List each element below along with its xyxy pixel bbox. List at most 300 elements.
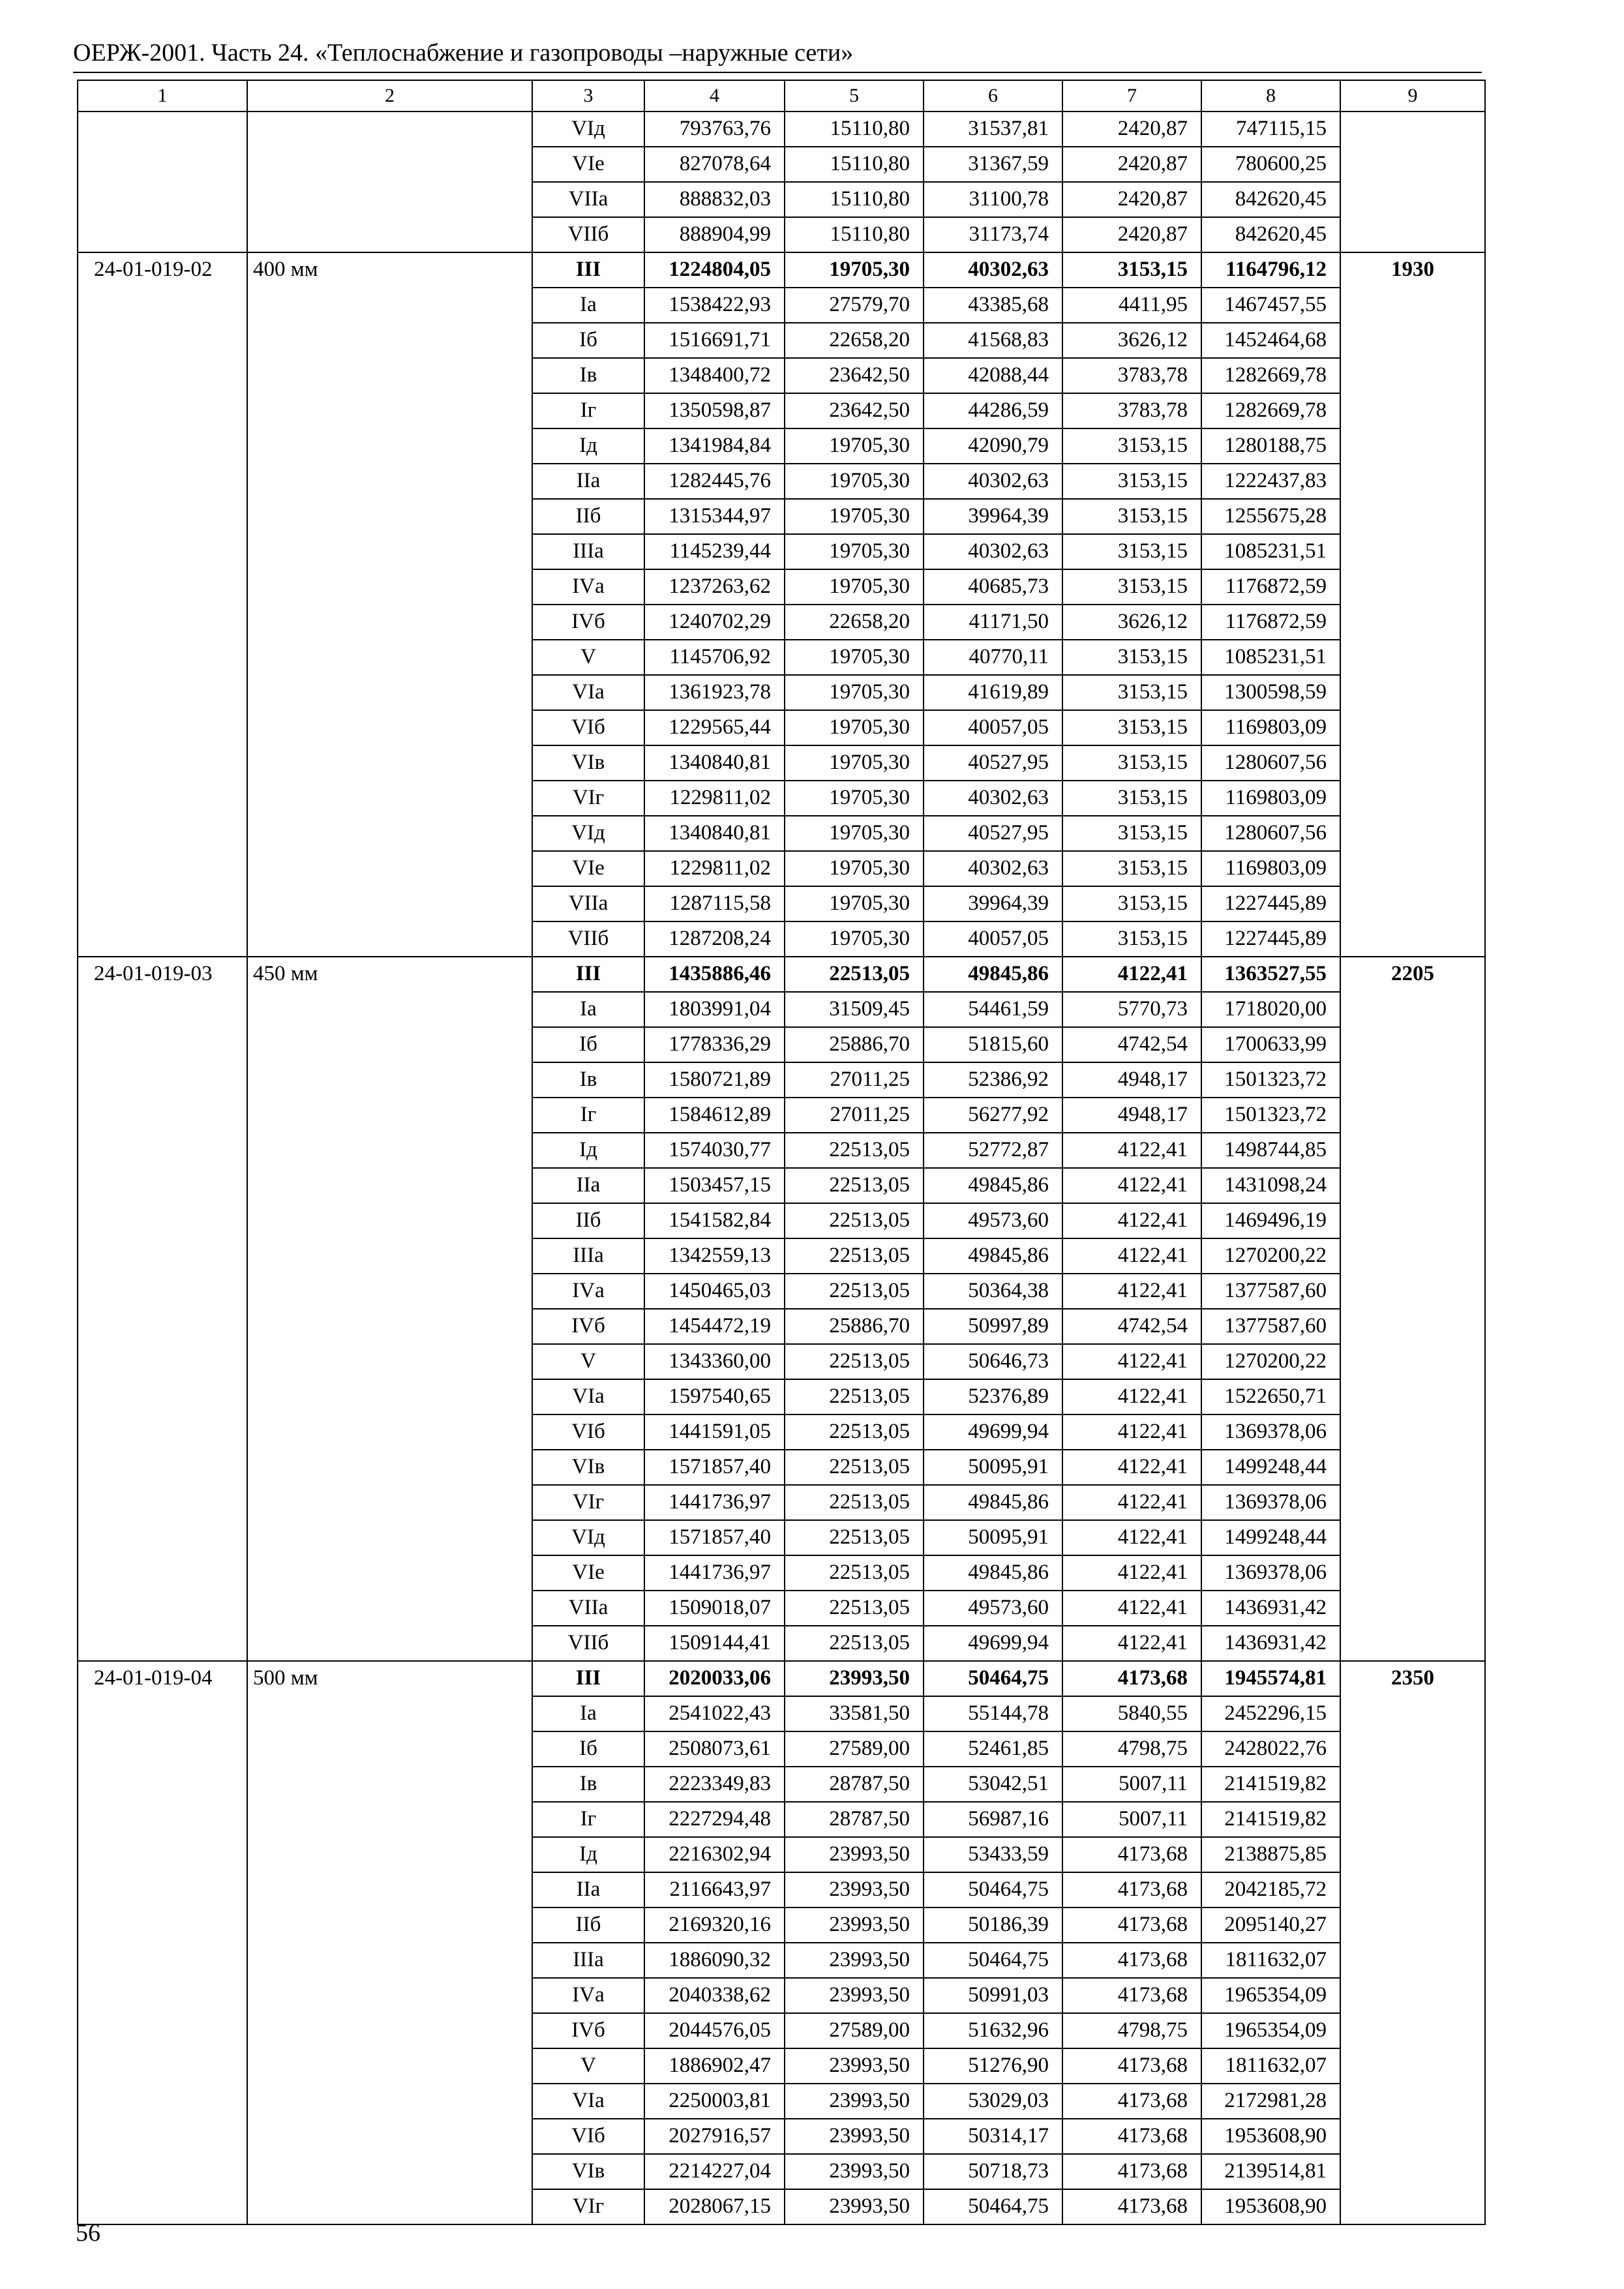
table-row [78,1661,1485,1696]
zone-cell: III [532,957,644,992]
operator-wage-cell: 4173,68 [1062,1872,1201,1908]
total-cost-cell: 2250003,81 [644,2084,785,2119]
labor-cost-cell: 33581,50 [785,1696,924,1731]
materials-cost-cell: 2428022,76 [1201,1731,1340,1767]
materials-cost-cell: 1469496,19 [1201,1203,1340,1238]
operator-wage-cell: 4122,41 [1062,957,1201,992]
total-cost-cell: 1509018,07 [644,1591,785,1626]
materials-cost-cell: 1436931,42 [1201,1591,1340,1626]
labor-cost-cell: 27589,00 [785,1731,924,1767]
zone-cell: IIб [532,499,644,534]
labor-cost-cell: 19705,30 [785,428,924,464]
operator-wage-cell: 2420,87 [1062,217,1201,252]
total-cost-cell: 1229811,02 [644,851,785,886]
labor-cost-cell: 19705,30 [785,745,924,781]
operator-wage-cell: 4173,68 [1062,2048,1201,2084]
operator-wage-cell: 3153,15 [1062,781,1201,816]
zone-cell: IIIа [532,1943,644,1978]
zone-cell: Iд [532,1837,644,1872]
diameter-cell: 400 мм [247,252,532,957]
total-cost-cell: 2214227,04 [644,2154,785,2189]
machine-cost-cell: 40302,63 [924,252,1062,288]
operator-wage-cell: 4173,68 [1062,2119,1201,2154]
zone-cell: VIг [532,2189,644,2224]
operator-wage-cell: 4798,75 [1062,1731,1201,1767]
machine-cost-cell: 52461,85 [924,1731,1062,1767]
zone-cell: Iг [532,1098,644,1133]
operator-wage-cell: 4173,68 [1062,1837,1201,1872]
total-cost-cell: 1315344,97 [644,499,785,534]
labor-cost-cell: 23993,50 [785,2154,924,2189]
operator-wage-cell: 4742,54 [1062,1027,1201,1062]
labor-cost-cell: 19705,30 [785,534,924,569]
labor-cost-cell: 22513,05 [785,1555,924,1591]
labor-cost-cell: 19705,30 [785,816,924,851]
total-cost-cell: 1343360,00 [644,1344,785,1379]
labor-cost-cell: 22513,05 [785,1238,924,1274]
zone-cell: Iв [532,1767,644,1802]
labor-cost-cell: 19705,30 [785,921,924,957]
machine-cost-cell: 49699,94 [924,1626,1062,1661]
zone-cell: IVа [532,1978,644,2013]
labor-cost-cell: 25886,70 [785,1309,924,1344]
machine-cost-cell: 40302,63 [924,851,1062,886]
zone-cell: VIд [532,816,644,851]
zone-cell: VIд [532,112,644,147]
total-cost-cell: 888832,03 [644,182,785,217]
materials-cost-cell: 1369378,06 [1201,1485,1340,1520]
labor-cost-cell: 15110,80 [785,182,924,217]
zone-cell: VIа [532,1379,644,1414]
labor-cost-cell: 28787,50 [785,1802,924,1837]
total-cost-cell: 1886090,32 [644,1943,785,1978]
machine-cost-cell: 50364,38 [924,1274,1062,1309]
page-header-title: ОЕРЖ-2001. Часть 24. «Теплоснабжение и газопроводы –наружные сети» [73,38,1482,73]
zone-cell: IIа [532,464,644,499]
total-cost-cell: 1778336,29 [644,1027,785,1062]
total-cost-cell: 2541022,43 [644,1696,785,1731]
machine-cost-cell: 31100,78 [924,182,1062,217]
materials-cost-cell: 1164796,12 [1201,252,1340,288]
zone-cell: IVа [532,1274,644,1309]
labor-hours-cell: 2205 [1340,957,1485,1661]
zone-cell: IVб [532,2013,644,2048]
operator-wage-cell: 4173,68 [1062,1943,1201,1978]
total-cost-cell: 1287208,24 [644,921,785,957]
materials-cost-cell: 1369378,06 [1201,1555,1340,1591]
page-number: 56 [76,2219,100,2247]
operator-wage-cell: 4122,41 [1062,1133,1201,1168]
diameter-cell [247,112,532,252]
total-cost-cell: 1441591,05 [644,1414,785,1450]
machine-cost-cell: 51632,96 [924,2013,1062,2048]
machine-cost-cell: 40057,05 [924,710,1062,745]
operator-wage-cell: 4948,17 [1062,1062,1201,1098]
materials-cost-cell: 2095140,27 [1201,1908,1340,1943]
machine-cost-cell: 49573,60 [924,1591,1062,1626]
operator-wage-cell: 4173,68 [1062,1908,1201,1943]
total-cost-cell: 1574030,77 [644,1133,785,1168]
labor-cost-cell: 15110,80 [785,147,924,182]
total-cost-cell: 827078,64 [644,147,785,182]
total-cost-cell: 1803991,04 [644,992,785,1027]
total-cost-cell: 1571857,40 [644,1520,785,1555]
operator-wage-cell: 4122,41 [1062,1414,1201,1450]
operator-wage-cell: 3153,15 [1062,569,1201,605]
zone-cell: VIб [532,710,644,745]
machine-cost-cell: 52772,87 [924,1133,1062,1168]
total-cost-cell: 1341984,84 [644,428,785,464]
materials-cost-cell: 1270200,22 [1201,1238,1340,1274]
operator-wage-cell: 4742,54 [1062,1309,1201,1344]
labor-cost-cell: 23993,50 [785,2189,924,2224]
machine-cost-cell: 39964,39 [924,499,1062,534]
labor-cost-cell: 23993,50 [785,2048,924,2084]
total-cost-cell: 1229565,44 [644,710,785,745]
materials-cost-cell: 1222437,83 [1201,464,1340,499]
zone-cell: III [532,252,644,288]
operator-wage-cell: 3153,15 [1062,534,1201,569]
machine-cost-cell: 53029,03 [924,2084,1062,2119]
machine-cost-cell: 50095,91 [924,1450,1062,1485]
total-cost-cell: 1348400,72 [644,358,785,393]
table-row [78,957,1485,992]
total-cost-cell: 1282445,76 [644,464,785,499]
zone-cell: VIIа [532,1591,644,1626]
column-number: 2 [247,80,532,112]
materials-cost-cell: 1965354,09 [1201,1978,1340,2013]
materials-cost-cell: 1176872,59 [1201,605,1340,640]
operator-wage-cell: 4122,41 [1062,1344,1201,1379]
machine-cost-cell: 49845,86 [924,1238,1062,1274]
zone-cell: VIе [532,1555,644,1591]
zone-cell: Iб [532,1731,644,1767]
labor-cost-cell: 27011,25 [785,1062,924,1098]
machine-cost-cell: 50186,39 [924,1908,1062,1943]
total-cost-cell: 1503457,15 [644,1168,785,1203]
machine-cost-cell: 49845,86 [924,1168,1062,1203]
total-cost-cell: 1584612,89 [644,1098,785,1133]
total-cost-cell: 2508073,61 [644,1731,785,1767]
labor-cost-cell: 23993,50 [785,1908,924,1943]
column-number: 4 [644,80,785,112]
materials-cost-cell: 1369378,06 [1201,1414,1340,1450]
materials-cost-cell: 1227445,89 [1201,886,1340,921]
materials-cost-cell: 842620,45 [1201,217,1340,252]
zone-cell: Iв [532,358,644,393]
operator-wage-cell: 5007,11 [1062,1767,1201,1802]
machine-cost-cell: 52376,89 [924,1379,1062,1414]
materials-cost-cell: 1436931,42 [1201,1626,1340,1661]
zone-cell: Iб [532,1027,644,1062]
labor-cost-cell: 23993,50 [785,1978,924,2013]
materials-cost-cell: 1501323,72 [1201,1098,1340,1133]
rate-code-cell [78,112,247,252]
labor-cost-cell: 22513,05 [785,1168,924,1203]
machine-cost-cell: 40685,73 [924,569,1062,605]
zone-cell: Iа [532,992,644,1027]
materials-cost-cell: 1522650,71 [1201,1379,1340,1414]
operator-wage-cell: 4173,68 [1062,1661,1201,1696]
labor-cost-cell: 23642,50 [785,393,924,428]
materials-cost-cell: 1085231,51 [1201,534,1340,569]
machine-cost-cell: 40302,63 [924,464,1062,499]
labor-cost-cell: 25886,70 [785,1027,924,1062]
operator-wage-cell: 3153,15 [1062,428,1201,464]
labor-cost-cell: 23993,50 [785,2119,924,2154]
labor-cost-cell: 22513,05 [785,1591,924,1626]
total-cost-cell: 2040338,62 [644,1978,785,2013]
operator-wage-cell: 4122,41 [1062,1485,1201,1520]
diameter-cell: 450 мм [247,957,532,1661]
machine-cost-cell: 49573,60 [924,1203,1062,1238]
zone-cell: VIб [532,1414,644,1450]
labor-cost-cell: 19705,30 [785,851,924,886]
machine-cost-cell: 50314,17 [924,2119,1062,2154]
machine-cost-cell: 50464,75 [924,1943,1062,1978]
operator-wage-cell: 4173,68 [1062,2084,1201,2119]
zone-cell: VIIа [532,886,644,921]
machine-cost-cell: 31367,59 [924,147,1062,182]
total-cost-cell: 2116643,97 [644,1872,785,1908]
machine-cost-cell: 44286,59 [924,393,1062,428]
operator-wage-cell: 2420,87 [1062,147,1201,182]
machine-cost-cell: 51276,90 [924,2048,1062,2084]
machine-cost-cell: 40527,95 [924,816,1062,851]
machine-cost-cell: 56987,16 [924,1802,1062,1837]
materials-cost-cell: 1255675,28 [1201,499,1340,534]
total-cost-cell: 1340840,81 [644,816,785,851]
machine-cost-cell: 40057,05 [924,921,1062,957]
machine-cost-cell: 50997,89 [924,1309,1062,1344]
materials-cost-cell: 1945574,81 [1201,1661,1340,1696]
operator-wage-cell: 3626,12 [1062,605,1201,640]
zone-cell: IIа [532,1872,644,1908]
zone-cell: IIIа [532,534,644,569]
materials-cost-cell: 2141519,82 [1201,1767,1340,1802]
operator-wage-cell: 4122,41 [1062,1555,1201,1591]
column-number: 7 [1062,80,1201,112]
zone-cell: Iа [532,288,644,323]
labor-cost-cell: 22513,05 [785,1485,924,1520]
materials-cost-cell: 2138875,85 [1201,1837,1340,1872]
total-cost-cell: 1450465,03 [644,1274,785,1309]
zone-cell: Iб [532,323,644,358]
machine-cost-cell: 40302,63 [924,534,1062,569]
total-cost-cell: 1541582,84 [644,1203,785,1238]
operator-wage-cell: 3153,15 [1062,675,1201,710]
table-row [78,252,1485,288]
materials-cost-cell: 1718020,00 [1201,992,1340,1027]
zone-cell: III [532,1661,644,1696]
column-number: 6 [924,80,1062,112]
materials-cost-cell: 1169803,09 [1201,710,1340,745]
rate-code-cell: 24-01-019-04 [78,1661,247,2224]
materials-cost-cell: 1270200,22 [1201,1344,1340,1379]
labor-cost-cell: 22513,05 [785,1450,924,1485]
zone-cell: Iд [532,428,644,464]
machine-cost-cell: 49845,86 [924,1485,1062,1520]
machine-cost-cell: 43385,68 [924,288,1062,323]
materials-cost-cell: 1280607,56 [1201,745,1340,781]
machine-cost-cell: 40527,95 [924,745,1062,781]
total-cost-cell: 1240702,29 [644,605,785,640]
operator-wage-cell: 4173,68 [1062,1978,1201,2013]
materials-cost-cell: 747115,15 [1201,112,1340,147]
labor-cost-cell: 19705,30 [785,464,924,499]
operator-wage-cell: 4122,41 [1062,1203,1201,1238]
materials-cost-cell: 1169803,09 [1201,851,1340,886]
zone-cell: VIе [532,147,644,182]
labor-cost-cell: 19705,30 [785,499,924,534]
machine-cost-cell: 53433,59 [924,1837,1062,1872]
machine-cost-cell: 50718,73 [924,2154,1062,2189]
operator-wage-cell: 3783,78 [1062,358,1201,393]
labor-cost-cell: 19705,30 [785,781,924,816]
operator-wage-cell: 3626,12 [1062,323,1201,358]
zone-cell: VIг [532,1485,644,1520]
labor-cost-cell: 28787,50 [785,1767,924,1802]
operator-wage-cell: 3783,78 [1062,393,1201,428]
zone-cell: VIв [532,2154,644,2189]
machine-cost-cell: 50646,73 [924,1344,1062,1379]
total-cost-cell: 1580721,89 [644,1062,785,1098]
operator-wage-cell: 4122,41 [1062,1168,1201,1203]
materials-cost-cell: 1452464,68 [1201,323,1340,358]
zone-cell: IIIа [532,1238,644,1274]
zone-cell: VIв [532,1450,644,1485]
machine-cost-cell: 50464,75 [924,1661,1062,1696]
labor-cost-cell: 22513,05 [785,1344,924,1379]
labor-cost-cell: 19705,30 [785,252,924,288]
machine-cost-cell: 31537,81 [924,112,1062,147]
labor-cost-cell: 23993,50 [785,2084,924,2119]
total-cost-cell: 793763,76 [644,112,785,147]
total-cost-cell: 2216302,94 [644,1837,785,1872]
total-cost-cell: 1350598,87 [644,393,785,428]
machine-cost-cell: 56277,92 [924,1098,1062,1133]
machine-cost-cell: 55144,78 [924,1696,1062,1731]
labor-cost-cell: 22513,05 [785,1520,924,1555]
machine-cost-cell: 50095,91 [924,1520,1062,1555]
operator-wage-cell: 3153,15 [1062,710,1201,745]
materials-cost-cell: 1499248,44 [1201,1450,1340,1485]
column-number-row [78,80,1485,112]
column-number: 9 [1340,80,1485,112]
column-number: 3 [532,80,644,112]
materials-cost-cell: 780600,25 [1201,147,1340,182]
labor-cost-cell: 23993,50 [785,1661,924,1696]
total-cost-cell: 2227294,48 [644,1802,785,1837]
operator-wage-cell: 3153,15 [1062,745,1201,781]
operator-wage-cell: 4122,41 [1062,1379,1201,1414]
zone-cell: VIг [532,781,644,816]
rate-code-cell: 24-01-019-03 [78,957,247,1661]
table-body [78,80,1485,2224]
machine-cost-cell: 40770,11 [924,640,1062,675]
total-cost-cell: 2169320,16 [644,1908,785,1943]
operator-wage-cell: 3153,15 [1062,851,1201,886]
labor-cost-cell: 19705,30 [785,710,924,745]
zone-cell: Iа [532,1696,644,1731]
column-number: 5 [785,80,924,112]
labor-cost-cell: 27589,00 [785,2013,924,2048]
estimate-table [77,80,1486,2225]
labor-cost-cell: 22513,05 [785,1133,924,1168]
machine-cost-cell: 51815,60 [924,1027,1062,1062]
materials-cost-cell: 2172981,28 [1201,2084,1340,2119]
materials-cost-cell: 1280607,56 [1201,816,1340,851]
operator-wage-cell: 4122,41 [1062,1626,1201,1661]
operator-wage-cell: 3153,15 [1062,464,1201,499]
labor-cost-cell: 22513,05 [785,1626,924,1661]
total-cost-cell: 888904,99 [644,217,785,252]
zone-cell: IIб [532,1908,644,1943]
operator-wage-cell: 2420,87 [1062,182,1201,217]
materials-cost-cell: 2141519,82 [1201,1802,1340,1837]
labor-cost-cell: 27011,25 [785,1098,924,1133]
labor-cost-cell: 19705,30 [785,886,924,921]
machine-cost-cell: 31173,74 [924,217,1062,252]
materials-cost-cell: 1300598,59 [1201,675,1340,710]
total-cost-cell: 1441736,97 [644,1485,785,1520]
zone-cell: VIв [532,745,644,781]
labor-hours-cell [1340,112,1485,252]
machine-cost-cell: 54461,59 [924,992,1062,1027]
machine-cost-cell: 50464,75 [924,2189,1062,2224]
labor-hours-cell: 2350 [1340,1661,1485,2224]
zone-cell: VIIб [532,921,644,957]
machine-cost-cell: 49845,86 [924,1555,1062,1591]
machine-cost-cell: 53042,51 [924,1767,1062,1802]
column-number: 8 [1201,80,1340,112]
zone-cell: Iд [532,1133,644,1168]
column-number: 1 [78,80,247,112]
materials-cost-cell: 1953608,90 [1201,2189,1340,2224]
labor-hours-cell: 1930 [1340,252,1485,957]
total-cost-cell: 1342559,13 [644,1238,785,1274]
machine-cost-cell: 50464,75 [924,1872,1062,1908]
materials-cost-cell: 1280188,75 [1201,428,1340,464]
labor-cost-cell: 27579,70 [785,288,924,323]
materials-cost-cell: 1811632,07 [1201,1943,1340,1978]
total-cost-cell: 1145706,92 [644,640,785,675]
operator-wage-cell: 4798,75 [1062,2013,1201,2048]
total-cost-cell: 1287115,58 [644,886,785,921]
total-cost-cell: 1361923,78 [644,675,785,710]
total-cost-cell: 1516691,71 [644,323,785,358]
zone-cell: VIа [532,675,644,710]
total-cost-cell: 2028067,15 [644,2189,785,2224]
operator-wage-cell: 2420,87 [1062,112,1201,147]
zone-cell: V [532,640,644,675]
operator-wage-cell: 5840,55 [1062,1696,1201,1731]
total-cost-cell: 2044576,05 [644,2013,785,2048]
machine-cost-cell: 41171,50 [924,605,1062,640]
total-cost-cell: 1597540,65 [644,1379,785,1414]
machine-cost-cell: 42090,79 [924,428,1062,464]
labor-cost-cell: 22513,05 [785,1379,924,1414]
operator-wage-cell: 3153,15 [1062,640,1201,675]
labor-cost-cell: 23993,50 [785,1872,924,1908]
labor-cost-cell: 19705,30 [785,569,924,605]
total-cost-cell: 1571857,40 [644,1450,785,1485]
machine-cost-cell: 49845,86 [924,957,1062,992]
operator-wage-cell: 4411,95 [1062,288,1201,323]
total-cost-cell: 1340840,81 [644,745,785,781]
total-cost-cell: 1435886,46 [644,957,785,992]
zone-cell: Iв [532,1062,644,1098]
